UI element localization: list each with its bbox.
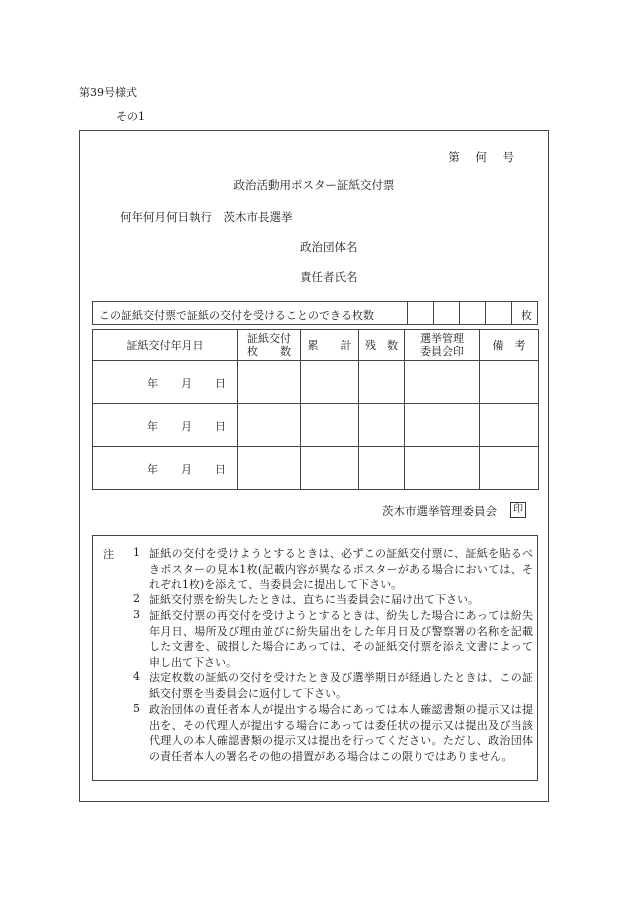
month-label: 月: [181, 420, 192, 433]
date-cell[interactable]: [93, 361, 238, 404]
seal-cell[interactable]: [405, 404, 480, 447]
org-name-label: 政治団体名: [300, 240, 358, 254]
sheets-cell[interactable]: [238, 361, 301, 404]
header-seal-line2: 委員会印: [420, 345, 464, 358]
document-title: 政治活動用ポスター証紙交付票: [233, 178, 395, 192]
day-label: 日: [215, 420, 226, 433]
table-row: [93, 404, 539, 447]
count-digit-box[interactable]: [485, 302, 511, 324]
day-label: 日: [215, 377, 226, 390]
seal-icon: 印: [510, 502, 526, 518]
sheets-cell[interactable]: [238, 404, 301, 447]
note-number: 3: [133, 608, 140, 621]
count-digit-box[interactable]: [433, 302, 459, 324]
table-row: [93, 361, 539, 404]
note-text: 政治団体の責任者本人が提出する場合にあっては本人確認書類の提示又は提出を、その代理人が提出する場合にあっては委任状の提示又は提出及び当該代理人の本人確認書類の提示又は提出を行ってください。ただし、政治団体の責任者本人の署名その他の措置がある場合はこの限りではありません。: [149, 703, 533, 763]
year-label: 年: [147, 420, 158, 433]
header-seal-line1: 選挙管理: [420, 332, 464, 345]
remarks-cell[interactable]: [480, 447, 539, 490]
total-cell[interactable]: [301, 447, 359, 490]
month-label: 月: [181, 463, 192, 476]
header-date: 証紙交付年月日: [93, 330, 238, 361]
note-text: 法定枚数の証紙の交付を受けたとき及び選挙期日が経過したときは、この証紙交付票を当委員会に返付して下さい。: [149, 671, 533, 700]
sheets-cell[interactable]: [238, 447, 301, 490]
issuance-slip-form: [79, 130, 549, 802]
table-header-row: [93, 330, 539, 361]
date-cell[interactable]: [93, 447, 238, 490]
header-sheets: [238, 330, 301, 361]
remaining-cell[interactable]: [359, 404, 405, 447]
allowed-count-label: この証紙交付票で証紙の交付を受けることのできる枚数: [99, 309, 374, 322]
issuance-record-table: [92, 329, 539, 490]
form-number: 第39号様式: [79, 86, 137, 99]
day-label: 日: [215, 463, 226, 476]
form-sub-number: その1: [116, 110, 145, 123]
seal-cell[interactable]: [405, 447, 480, 490]
representative-label: 責任者氏名: [300, 270, 358, 284]
table-row: [93, 447, 539, 490]
note-number: 4: [133, 670, 140, 683]
note-number: 1: [133, 546, 140, 559]
month-label: 月: [181, 377, 192, 390]
date-cell[interactable]: [93, 404, 238, 447]
header-seal: [405, 330, 480, 361]
notes-label: 注: [103, 548, 114, 561]
note-text: 証紙交付票を紛失したときは、直ちに当委員会に届け出て下さい。: [149, 593, 479, 606]
note-text: 証紙交付票の再交付を受けようとするときは、紛失した場合にあっては紛失年月日、場所及び理由並びに紛失届出をした年月日及び警察署の名称を記載した文書を、破損した場合にあっては、その証紙交付票を添え文書によって申し出て下さい。: [149, 609, 533, 669]
remarks-cell[interactable]: [480, 361, 539, 404]
header-total: 累 計: [301, 330, 359, 361]
remaining-cell[interactable]: [359, 447, 405, 490]
document-number: 第 何 号: [448, 150, 520, 164]
allowed-count-row: [92, 301, 538, 325]
header-remarks: 備 考: [480, 330, 539, 361]
note-text: 証紙の交付を受けようとするときは、必ずこの証紙交付票に、証紙を貼るべきポスターの見本1枚(記載内容が異なるポスターがある場合においては、それぞれ1枚)を添えて、当委員会に提出して下さい。: [149, 547, 533, 591]
year-label: 年: [147, 377, 158, 390]
header-sheets-line2: 枚 数: [247, 345, 291, 358]
total-cell[interactable]: [301, 361, 359, 404]
notes-section: [92, 535, 538, 781]
count-digit-box[interactable]: [459, 302, 485, 324]
remarks-cell[interactable]: [480, 404, 539, 447]
seal-cell[interactable]: [405, 361, 480, 404]
remaining-cell[interactable]: [359, 361, 405, 404]
count-digit-box[interactable]: [407, 302, 433, 324]
count-box-divider: [511, 302, 512, 324]
note-number: 2: [133, 592, 140, 605]
year-label: 年: [147, 463, 158, 476]
header-remaining: 残 数: [359, 330, 405, 361]
note-number: 5: [133, 702, 140, 715]
committee-name: 茨木市選挙管理委員会: [382, 504, 497, 518]
header-sheets-line1: 証紙交付: [247, 332, 291, 345]
total-cell[interactable]: [301, 404, 359, 447]
count-unit: 枚: [521, 309, 532, 322]
election-line: 何年何月何日執行 茨木市長選挙: [120, 210, 293, 224]
